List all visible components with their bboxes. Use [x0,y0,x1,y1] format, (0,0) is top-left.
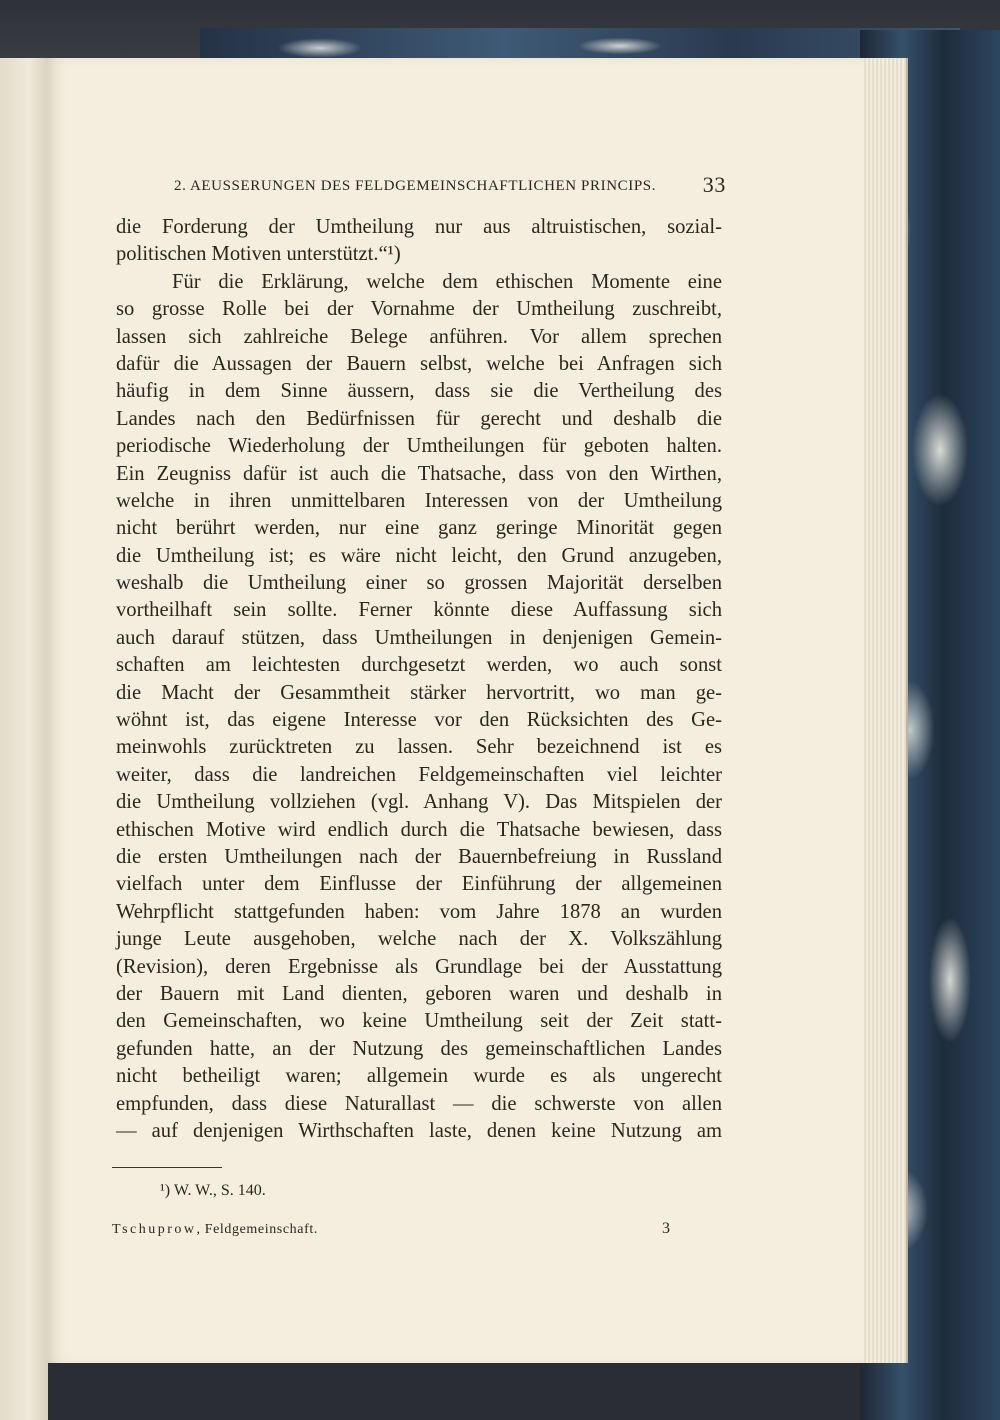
running-head-title: 2. AEUSSERUNGEN DES FELDGEMEINSCHAFTLICHEN PRINCIPS. [174,178,657,194]
page-stack-edge [858,58,908,1363]
footnote-rule [112,1167,222,1168]
body-text [116,214,722,1145]
text-line: Wehrpflicht stattgefunden haben: vom Jahre 1878 an wurden [116,900,722,923]
text-line: die Forderung der Umtheilung nur aus altruistischen, sozial- [116,216,722,238]
text-line: auch darauf stützen, dass Umtheilungen in denjenigen Gemein- [116,626,722,649]
sheet-number: 3 [662,1220,670,1237]
text-line: empfunden, dass diese Naturallast — die schwerste von allen [116,1092,722,1115]
footnote: ¹) W. W., S. 140. [160,1182,266,1199]
text-line: junge Leute ausgehoben, welche nach der X. Volkszählung [116,928,722,951]
text-line: weiter, dass die landreichen Feldgemeinschaften viel leichter [116,763,722,786]
text-line: nicht betheiligt waren; allgemein wurde es als ungerecht [116,1065,722,1088]
text-line: ethischen Motive wird endlich durch die Thatsache bewiesen, dass [116,818,722,841]
text-line: häufig in dem Sinne äussern, dass sie die Vertheilung des [116,380,722,403]
text-line: welche in ihren unmittelbaren Interessen von der Umtheilung [116,489,722,512]
signature-author: Tschuprow [112,1222,197,1237]
signature-work: , Feldgemeinschaft. [196,1222,318,1237]
text-line: dafür die Aussagen der Bauern selbst, welche bei Anfragen sich [116,352,722,375]
signature-line [112,1222,318,1238]
text-line: schaften am leichtesten durchgesetzt werden, wo auch sonst [116,654,722,677]
text-line: weshalb die Umtheilung einer so grossen Majorität derselben [116,572,722,595]
text-line: Für die Erklärung, welche dem ethischen Momente eine [172,270,722,293]
text-line: Ein Zeugniss dafür ist auch die Thatsache, dass von den Wirthen, [116,462,722,485]
text-line: wöhnt ist, das eigene Interesse vor den Rücksichten des Ge- [116,709,722,732]
text-line: (Revision), deren Ergebnisse als Grundlage bei der Ausstattung [116,955,722,978]
running-head [170,172,730,202]
text-line: die Umtheilung ist; es wäre nicht leicht, den Grund anzugeben, [116,544,722,567]
text-line: so grosse Rolle bei der Vornahme der Umtheilung zuschreibt, [116,298,722,321]
left-page-edge [0,58,48,1420]
text-line: die Macht der Gesammtheit stärker hervortritt, wo man ge- [116,681,722,704]
text-line: den Gemeinschaften, wo keine Umtheilung seit der Zeit statt- [116,1010,722,1033]
text-line: der Bauern mit Land dienten, geboren waren und deshalb in [116,982,722,1005]
text-line: vortheilhaft sein sollte. Ferner könnte diese Auffassung sich [116,599,722,622]
text-line: Landes nach den Bedürfnissen für gerecht und deshalb die [116,407,722,430]
text-line: die ersten Umtheilungen nach der Bauernbefreiung in Russland [116,845,722,868]
text-line: — auf denjenigen Wirthschaften laste, denen keine Nutzung am [116,1119,722,1142]
text-line: periodische Wiederholung der Umtheilungen für geboten halten. [116,435,722,458]
text-line: vielfach unter dem Einflusse der Einführung der allgemeinen [116,873,722,896]
text-line: gefunden hatte, an der Nutzung des gemeinschaftlichen Landes [116,1037,722,1060]
page-number: 33 [702,172,726,197]
text-line: meinwohls zurücktreten zu lassen. Sehr bezeichnend ist es [116,736,722,759]
text-line: lassen sich zahlreiche Belege anführen. Vor allem sprechen [116,325,722,348]
text-line: nicht berührt werden, nur eine ganz geringe Minorität gegen [116,517,722,540]
text-line: die Umtheilung vollziehen (vgl. Anhang V). Das Mitspielen der [116,791,722,814]
text-line: politischen Motiven unterstützt.“¹) [116,243,401,266]
